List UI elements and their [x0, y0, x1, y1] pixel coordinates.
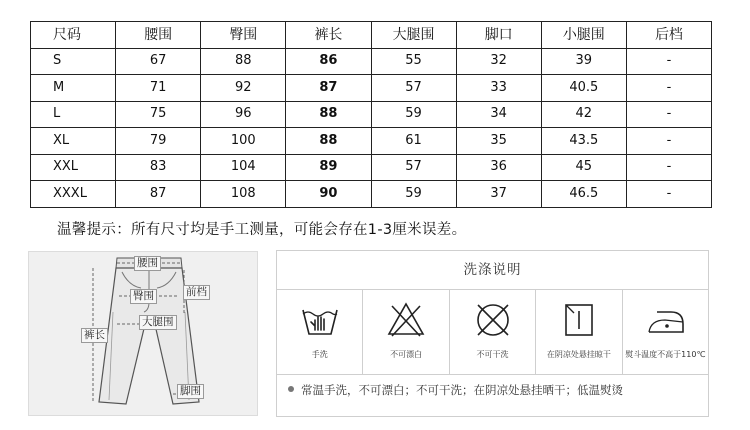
waist-label: 腰围: [134, 256, 161, 271]
cell-hip: 96: [201, 101, 286, 128]
cell-size: XXXL: [31, 181, 116, 208]
cell-waist: 75: [116, 101, 201, 128]
cell-back-rise: -: [626, 101, 711, 128]
cell-back-rise: -: [626, 75, 711, 102]
cell-thigh: 57: [371, 75, 456, 102]
header-thigh: 大腿围: [371, 22, 456, 49]
cell-thigh: 61: [371, 128, 456, 155]
cell-leg-opening: 37: [456, 181, 541, 208]
cell-size: L: [31, 101, 116, 128]
cell-calf: 46.5: [541, 181, 626, 208]
size-row: [31, 75, 712, 102]
cell-back-rise: -: [626, 48, 711, 75]
care-title: 洗涤说明: [463, 262, 522, 278]
cell-waist: 87: [116, 181, 201, 208]
care-summary-text: 常温手洗，不可漂白；不可干洗；在阴凉处悬挂晒干；低温熨烫: [301, 383, 623, 397]
care-item-shade-dry: [536, 290, 622, 374]
shade-dry-icon: [557, 298, 601, 342]
care-item-no-dry-clean: [450, 290, 536, 374]
cell-inseam: 88: [286, 128, 371, 155]
size-row: [31, 101, 712, 128]
cell-hip: 100: [201, 128, 286, 155]
cell-thigh: 55: [371, 48, 456, 75]
size-row: [31, 128, 712, 155]
leg-opening-label: 脚围: [177, 384, 204, 399]
cell-calf: 45: [541, 154, 626, 181]
bullet-dot-icon: [288, 386, 294, 392]
care-label-shade-dry: 在阴凉处悬挂晾干: [546, 350, 611, 359]
cell-leg-opening: 33: [456, 75, 541, 102]
cell-calf: 40.5: [541, 75, 626, 102]
care-label-hand-wash: 手洗: [311, 350, 328, 359]
cell-hip: 108: [201, 181, 286, 208]
size-table: [30, 21, 712, 208]
pants-illustration: [29, 252, 258, 416]
cell-waist: 67: [116, 48, 201, 75]
measurement-tip: 温馨提示：所有尺寸均是手工测量，可能会存在1-3厘米误差。: [57, 222, 467, 238]
hip-label: 臀围: [130, 289, 157, 304]
cell-leg-opening: 34: [456, 101, 541, 128]
cell-hip: 88: [201, 48, 286, 75]
care-label-iron-low: 熨斗温度不高于110℃: [625, 350, 706, 359]
cell-calf: 39: [541, 48, 626, 75]
care-summary: [288, 382, 623, 398]
care-item-iron-low: [623, 290, 708, 374]
cell-size: XXL: [31, 154, 116, 181]
care-label-no-bleach: 不可漂白: [390, 350, 423, 359]
cell-leg-opening: 32: [456, 48, 541, 75]
inseam-label: 裤长: [81, 328, 108, 343]
cell-back-rise: -: [626, 154, 711, 181]
cell-inseam: 88: [286, 101, 371, 128]
header-waist: 腰围: [116, 22, 201, 49]
header-inseam: 裤长: [286, 22, 371, 49]
hand-wash-icon: [298, 298, 342, 342]
cell-inseam: 90: [286, 181, 371, 208]
thigh-label: 大腿围: [139, 315, 177, 330]
cell-thigh: 59: [371, 181, 456, 208]
cell-size: S: [31, 48, 116, 75]
cell-size: M: [31, 75, 116, 102]
care-instructions: [276, 250, 709, 417]
size-table-header-row: [31, 22, 712, 49]
size-row: [31, 48, 712, 75]
cell-inseam: 89: [286, 154, 371, 181]
size-row: [31, 181, 712, 208]
cell-size: XL: [31, 128, 116, 155]
front-rise-label: 前档: [183, 285, 210, 300]
care-icons-row: [277, 289, 708, 375]
care-item-hand-wash: [277, 290, 363, 374]
cell-calf: 42: [541, 101, 626, 128]
cell-inseam: 87: [286, 75, 371, 102]
cell-waist: 79: [116, 128, 201, 155]
cell-leg-opening: 35: [456, 128, 541, 155]
header-leg-opening: 脚口: [456, 22, 541, 49]
cell-thigh: 57: [371, 154, 456, 181]
header-size: 尺码: [31, 22, 116, 49]
cell-hip: 92: [201, 75, 286, 102]
pants-diagram: [28, 251, 258, 416]
cell-inseam: 86: [286, 48, 371, 75]
header-calf: 小腿围: [541, 22, 626, 49]
cell-waist: 83: [116, 154, 201, 181]
cell-hip: 104: [201, 154, 286, 181]
header-back-rise: 后档: [626, 22, 711, 49]
cell-back-rise: -: [626, 128, 711, 155]
header-hip: 臀围: [201, 22, 286, 49]
cell-waist: 71: [116, 75, 201, 102]
no-dry-clean-icon: [471, 298, 515, 342]
cell-calf: 43.5: [541, 128, 626, 155]
cell-back-rise: -: [626, 181, 711, 208]
cell-leg-opening: 36: [456, 154, 541, 181]
care-label-no-dry-clean: 不可干洗: [476, 350, 509, 359]
cell-thigh: 59: [371, 101, 456, 128]
size-row: [31, 154, 712, 181]
iron-low-icon: [643, 298, 687, 342]
care-item-no-bleach: [363, 290, 449, 374]
no-bleach-icon: [384, 298, 428, 342]
